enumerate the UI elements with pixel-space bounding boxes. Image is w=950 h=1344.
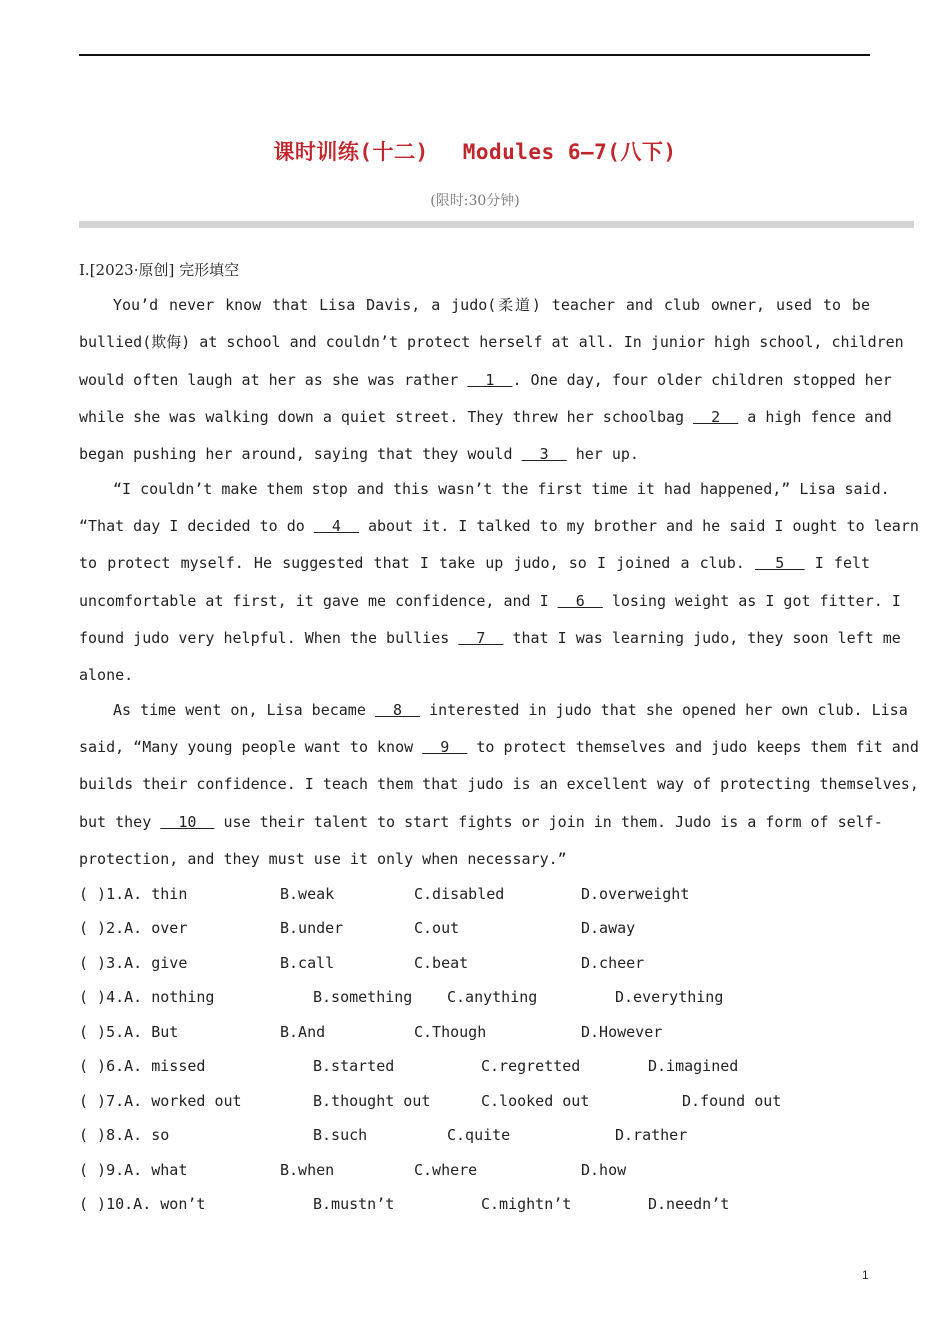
question-option-c[interactable]: C.beat: [414, 954, 469, 972]
question-row: [79, 953, 870, 973]
passage-line: would often laugh at her as she was rather 1 . One day, four older children stopped her: [79, 371, 892, 389]
question-option-d[interactable]: D.However: [581, 1023, 663, 1041]
question-option-b[interactable]: B.such: [313, 1126, 368, 1144]
question-option-d[interactable]: D.overweight: [581, 885, 690, 903]
time-limit: (限时:30分钟): [430, 193, 520, 209]
question-option-b[interactable]: B.weak: [280, 885, 335, 903]
top-rule: [79, 54, 870, 56]
question-option-b[interactable]: B.when: [280, 1161, 335, 1179]
question-row: [79, 884, 870, 904]
blank-1[interactable]: 1: [467, 371, 513, 389]
section-divider: [79, 221, 914, 228]
question-option-b[interactable]: B.And: [280, 1023, 326, 1041]
passage-line: found judo very helpful. When the bullies 7 that I was learning judo, they soon left me: [79, 629, 901, 647]
question-option-d[interactable]: D.how: [581, 1161, 627, 1179]
section-heading: Ⅰ.[2023·原创] 完形填空: [79, 261, 240, 279]
question-option-c[interactable]: C.disabled: [414, 885, 505, 903]
question-row: [79, 1160, 870, 1180]
question-option-c[interactable]: C.mightn’t: [481, 1195, 572, 1213]
question-option-c[interactable]: C.looked out: [481, 1092, 590, 1110]
passage-line: builds their confidence. I teach them that judo is an excellent way of protecting themselves,: [79, 775, 919, 793]
blank-5[interactable]: 5: [754, 554, 805, 572]
blank-8[interactable]: 8: [374, 701, 421, 719]
passage-line: bullied(欺侮) at school and couldn’t protect herself at all. In junior high school, children: [79, 333, 904, 351]
question-row: [79, 1022, 870, 1042]
passage-line: alone.: [79, 666, 134, 684]
passage-line: “That day I decided to do 4 about it. I talked to my brother and he said I ought to learn: [79, 517, 919, 535]
blank-9[interactable]: 9: [422, 738, 468, 756]
question-option-a[interactable]: ( )10.A. won’t: [79, 1195, 206, 1213]
passage-line: to protect myself. He suggested that I take up judo, so I joined a club. 5 I felt: [79, 554, 871, 572]
question-option-d[interactable]: D.away: [581, 919, 636, 937]
question-option-b[interactable]: B.call: [280, 954, 335, 972]
question-row: [79, 1091, 870, 1111]
question-option-d[interactable]: D.cheer: [581, 954, 645, 972]
passage-line: began pushing her around, saying that they would 3 her up.: [79, 445, 639, 463]
question-option-d[interactable]: D.needn’t: [648, 1195, 730, 1213]
passage-line: “I couldn’t make them stop and this wasn’t the first time it had happened,” Lisa said.: [113, 480, 890, 498]
title-modules: Modules 6—7(八下): [462, 140, 677, 164]
question-option-b[interactable]: B.mustn’t: [313, 1195, 395, 1213]
question-option-d[interactable]: D.found out: [682, 1092, 782, 1110]
blank-10[interactable]: 10: [160, 813, 215, 831]
question-option-a[interactable]: ( )9.A. what: [79, 1161, 188, 1179]
question-option-b[interactable]: B.thought out: [313, 1092, 431, 1110]
question-option-c[interactable]: C.regretted: [481, 1057, 581, 1075]
blank-6[interactable]: 6: [557, 592, 603, 610]
question-option-a[interactable]: ( )3.A. give: [79, 954, 188, 972]
question-option-a[interactable]: ( )6.A. missed: [79, 1057, 206, 1075]
question-option-d[interactable]: D.everything: [615, 988, 724, 1006]
page-title: [0, 136, 950, 166]
question-option-a[interactable]: ( )4.A. nothing: [79, 988, 215, 1006]
passage-line: You’d never know that Lisa Davis, a judo(柔道) teacher and club owner, used to be: [113, 296, 870, 314]
question-option-b[interactable]: B.started: [313, 1057, 395, 1075]
blank-4[interactable]: 4: [313, 517, 359, 535]
title-chinese: 课时训练(十二): [273, 140, 429, 164]
passage-line: while she was walking down a quiet street. They threw her schoolbag 2 a high fence and: [79, 408, 892, 426]
question-option-a[interactable]: ( )8.A. so: [79, 1126, 170, 1144]
question-row: [79, 918, 870, 938]
question-row: [79, 987, 870, 1007]
question-option-c[interactable]: C.anything: [447, 988, 538, 1006]
question-option-b[interactable]: B.under: [280, 919, 344, 937]
question-option-c[interactable]: C.out: [414, 919, 460, 937]
question-option-c[interactable]: C.where: [414, 1161, 478, 1179]
blank-7[interactable]: 7: [458, 629, 504, 647]
question-option-a[interactable]: ( )5.A. But: [79, 1023, 179, 1041]
question-option-d[interactable]: D.imagined: [648, 1057, 739, 1075]
passage-line: protection, and they must use it only when necessary.”: [79, 850, 567, 868]
question-option-b[interactable]: B.something: [313, 988, 413, 1006]
question-row: [79, 1056, 870, 1076]
question-option-a[interactable]: ( )7.A. worked out: [79, 1092, 242, 1110]
passage-line: said, “Many young people want to know 9 to protect themselves and judo keeps them fit and: [79, 738, 919, 756]
question-option-c[interactable]: C.Though: [414, 1023, 487, 1041]
question-option-a[interactable]: ( )1.A. thin: [79, 885, 188, 903]
question-option-c[interactable]: C.quite: [447, 1126, 511, 1144]
passage-line: uncomfortable at first, it gave me confidence, and I 6 losing weight as I got fitter. I: [79, 592, 901, 610]
question-option-d[interactable]: D.rather: [615, 1126, 688, 1144]
question-row: [79, 1194, 870, 1214]
passage-line: As time went on, Lisa became 8 interested in judo that she opened her own club. Lisa: [113, 701, 908, 719]
question-option-a[interactable]: ( )2.A. over: [79, 919, 188, 937]
passage-line: but they 10 use their talent to start fights or join in them. Judo is a form of self-: [79, 813, 883, 831]
page-number: 1: [862, 1268, 869, 1282]
blank-3[interactable]: 3: [521, 445, 567, 463]
blank-2[interactable]: 2: [693, 408, 739, 426]
question-row: [79, 1125, 870, 1145]
